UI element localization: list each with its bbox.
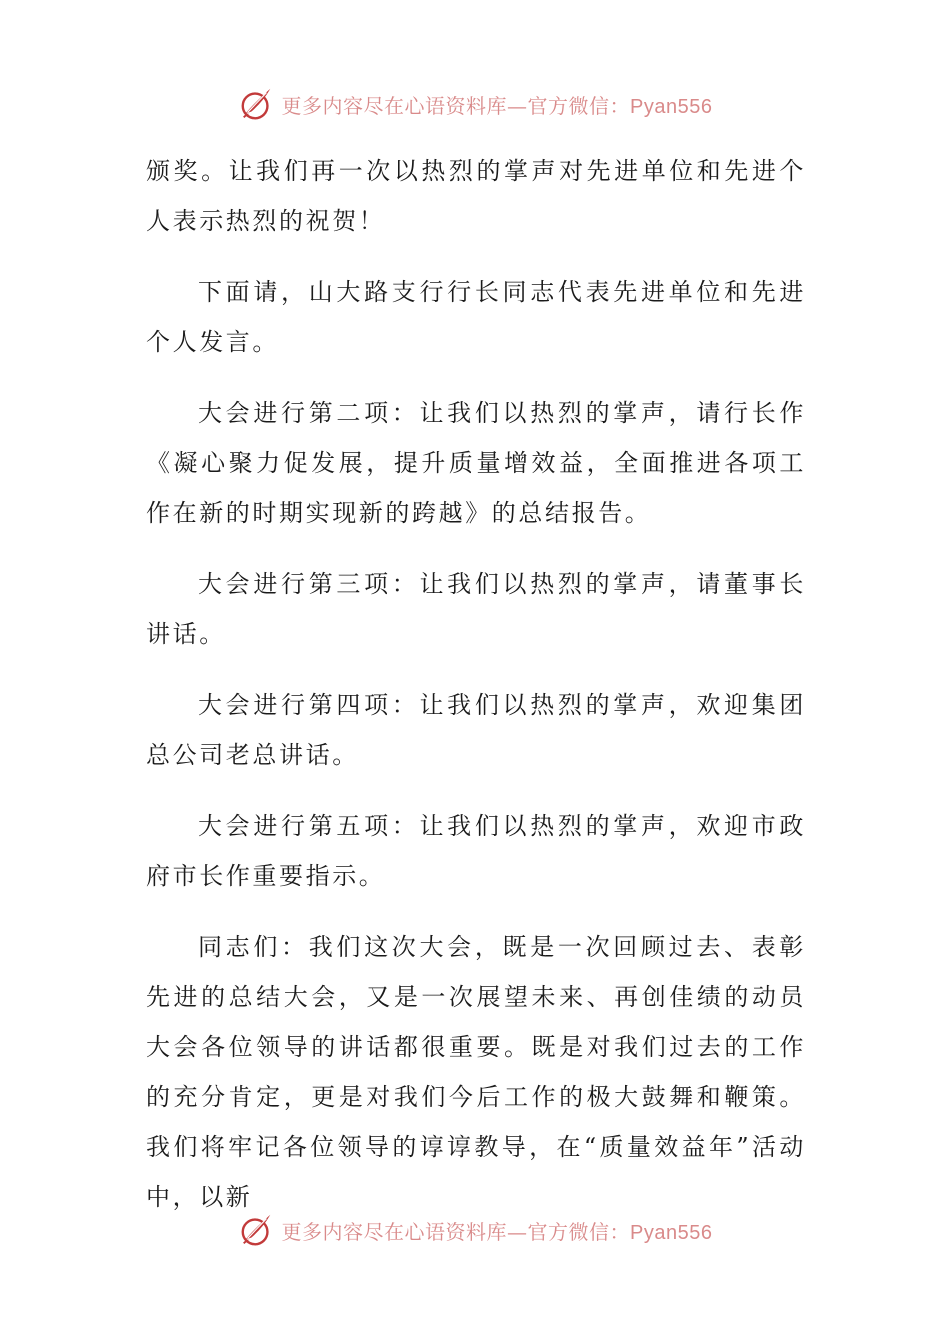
paragraph-4: 大会进行第三项：让我们以热烈的掌声，请董事长讲话。 [146, 570, 806, 648]
paragraph-6: 大会进行第五项：让我们以热烈的掌声，欢迎市政府市长作重要指示。 [146, 812, 806, 890]
paragraph-1: 颁奖。让我们再一次以热烈的掌声对先进单位和先进个人表示热烈的祝贺！ [146, 157, 806, 235]
paragraph-5: 大会进行第四项：让我们以热烈的掌声，欢迎集团总公司老总讲话。 [146, 691, 806, 769]
header-wechat-id: Pyan556 [630, 95, 713, 118]
footer-banner-label: 更多内容尽在心语资料库—官方微信： [281, 1219, 631, 1244]
document-body [146, 146, 806, 1243]
quill-pen-logo-icon [238, 1211, 276, 1249]
header-banner-label: 更多内容尽在心语资料库—官方微信： [281, 93, 631, 118]
header-banner [0, 82, 950, 126]
paragraph-3: 大会进行第二项：让我们以热烈的掌声，请行长作《凝心聚力促发展，提升质量增效益，全面推进各项工作在新的时期实现新的跨越》的总结报告。 [146, 399, 806, 527]
quill-pen-logo-icon [238, 85, 276, 123]
paragraph-7: 同志们：我们这次大会，既是一次回顾过去、表彰先进的总结大会，又是一次展望未来、再创佳绩的动员大会各位领导的讲话都很重要。既是对我们过去的工作的充分肯定，更是对我们今后工作的极大鼓舞和鞭策。我们将牢记各位领导的谆谆教导，在“质量效益年”活动中，以新 [146, 933, 806, 1211]
footer-banner [0, 1208, 950, 1252]
footer-wechat-id: Pyan556 [630, 1221, 713, 1244]
header-banner-text [282, 90, 713, 119]
paragraph-2: 下面请，山大路支行行长同志代表先进单位和先进个人发言。 [146, 278, 806, 356]
footer-banner-text [282, 1216, 713, 1245]
